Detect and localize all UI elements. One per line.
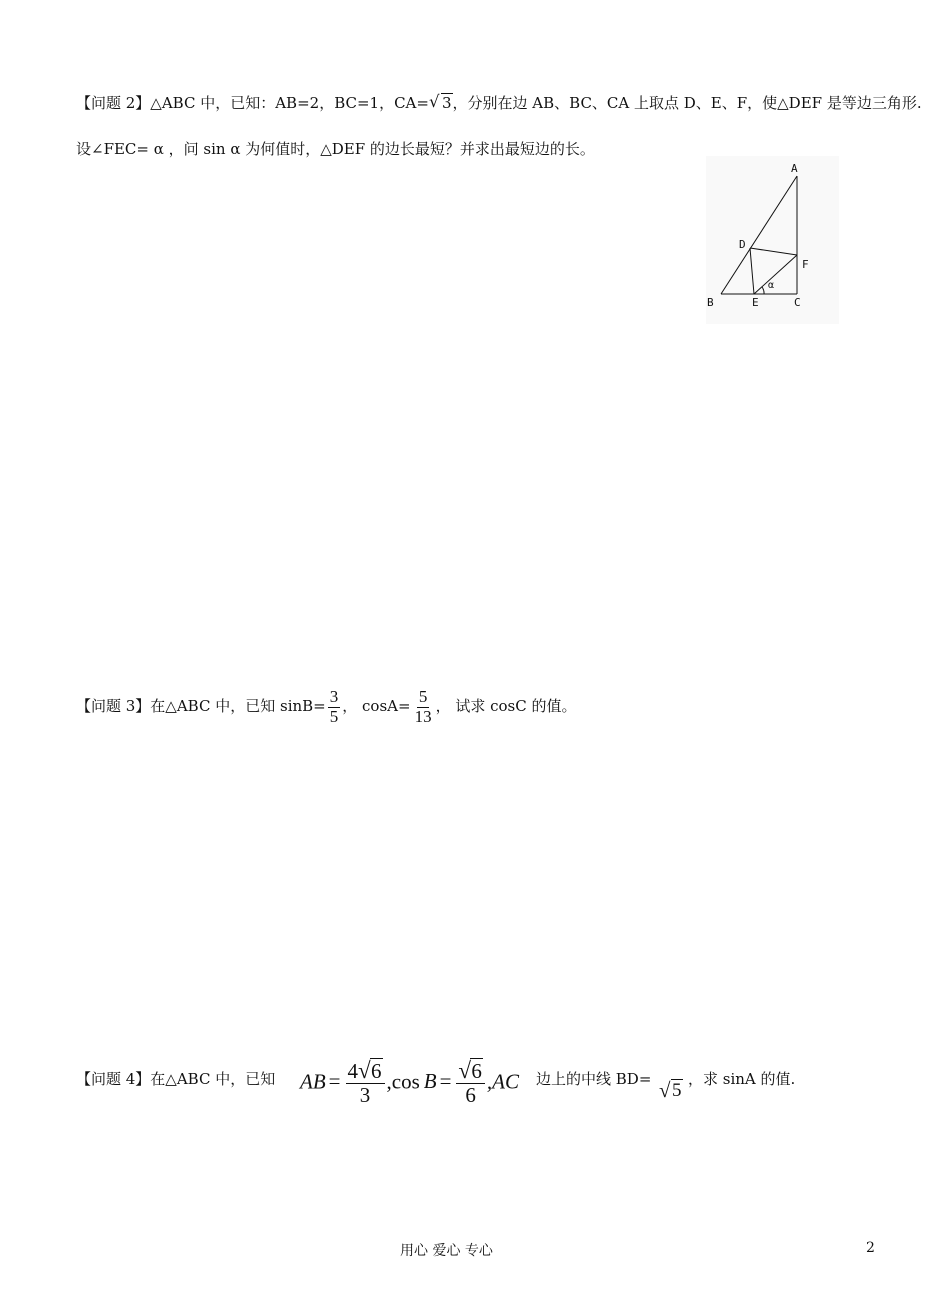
problem-4-formula xyxy=(300,1057,520,1108)
fraction-cosA: $\frac{5}{13}$ xyxy=(414,687,432,726)
problem-3-suffix: ， 试求 cosC 的值。 xyxy=(435,697,577,716)
problem-4-intro: 【问题 4】在△ABC 中，已知 xyxy=(76,1070,276,1088)
page-number: 2 xyxy=(866,1240,875,1256)
label-alpha: α xyxy=(768,280,775,291)
equals-1: = xyxy=(328,1069,341,1094)
problem-2-text-b: ，分别在边 AB、BC、CA 上取点 D、E、F，使△DEF 是等边三角形. xyxy=(452,94,922,112)
footer-motto: 用心 爱心 专心 xyxy=(400,1243,493,1259)
label-b: B xyxy=(707,296,714,309)
problem-4-suffix: ，求 sinA 的值. xyxy=(688,1070,796,1088)
sqrt-6-b: √ 6 xyxy=(458,1057,482,1083)
label-e: E xyxy=(752,296,759,309)
symbol-b: B xyxy=(423,1069,437,1094)
label-f: F xyxy=(802,258,809,271)
sqrt-3: √ 3 xyxy=(428,92,452,112)
problem-2-line-2: 设∠FEC= α ，问 sin α 为何值时，△DEF 的边长最短？并求出最短边的长。 xyxy=(76,140,595,158)
problem-4-mid: 边上的中线 BD= xyxy=(536,1070,652,1088)
problem-3-prefix: 【问题 3】在△ABC 中，已知 sinB= xyxy=(76,697,326,716)
label-a: A xyxy=(791,162,798,175)
equals-2: = xyxy=(439,1069,452,1094)
problem-3-mid: ， cosA= xyxy=(342,697,411,716)
cos-text: ,cos xyxy=(386,1069,420,1094)
triangle-figure xyxy=(706,156,839,324)
sqrt-6-a: √ 6 xyxy=(358,1057,382,1083)
problem-2-text-a: 【问题 2】△ABC 中，已知：AB=2，BC=1，CA= xyxy=(76,94,429,112)
fraction-cosb: √ 6 6 xyxy=(456,1060,485,1107)
sqrt-5: √ 5 xyxy=(659,1078,682,1102)
triangle-diagram xyxy=(706,156,839,324)
label-c: C xyxy=(794,296,801,309)
problem-3 xyxy=(76,688,576,726)
symbol-ab: AB xyxy=(300,1069,326,1094)
fraction-ab: 4 √ 6 3 xyxy=(346,1060,385,1107)
problem-2-line-1 xyxy=(76,92,922,113)
label-d: D xyxy=(739,238,746,251)
symbol-ac: ,AC xyxy=(486,1069,520,1094)
fraction-sinB: $\frac{3}{5}$ xyxy=(329,687,339,726)
